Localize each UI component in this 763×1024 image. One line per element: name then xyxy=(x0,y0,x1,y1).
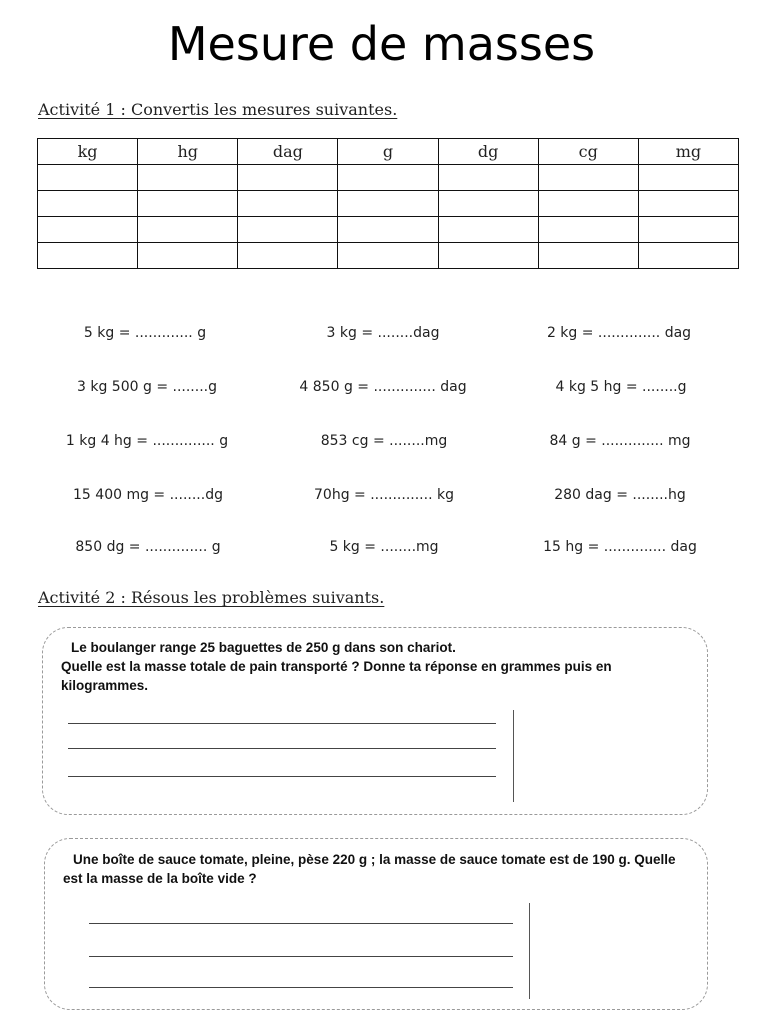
answer-line xyxy=(89,987,513,988)
exercise-13: 850 dg = .............. g xyxy=(75,539,221,555)
table-cell xyxy=(38,165,138,191)
answer-line xyxy=(68,748,496,749)
exercise-4: 3 kg 500 g = ........g xyxy=(77,379,217,395)
exercise-2: 3 kg = ........dag xyxy=(326,325,440,341)
problem-2-box xyxy=(44,838,708,1010)
table-cell xyxy=(238,191,338,217)
problem-2-line-1: Une boîte de sauce tomate, pleine, pèse 220 g ; la masse de sauce tomate est de 190 g. Quelle est la masse de la boîte vide ? xyxy=(63,852,676,886)
table-cell xyxy=(338,217,438,243)
exercise-3: 2 kg = .............. dag xyxy=(546,325,692,341)
problem-1-statement xyxy=(61,638,681,695)
column-header-g: g xyxy=(338,139,438,165)
table-cell xyxy=(238,217,338,243)
exercise-15: 15 hg = .............. dag xyxy=(543,539,697,555)
table-cell xyxy=(138,217,238,243)
table-row xyxy=(38,217,739,243)
table-cell xyxy=(338,243,438,269)
table-cell xyxy=(438,217,538,243)
units-conversion-table xyxy=(37,138,739,269)
activity-2-heading: Activité 2 : Résous les problèmes suivants. xyxy=(38,588,385,607)
exercise-12: 280 dag = ........hg xyxy=(554,487,686,503)
table-cell xyxy=(138,243,238,269)
answer-divider xyxy=(529,903,530,999)
exercise-7: 1 kg 4 hg = .............. g xyxy=(65,433,229,449)
answer-line xyxy=(89,956,513,957)
column-header-cg: cg xyxy=(538,139,638,165)
exercise-10: 15 400 mg = ........dg xyxy=(73,487,223,503)
answer-line xyxy=(89,923,513,924)
column-header-kg: kg xyxy=(38,139,138,165)
column-header-dg: dg xyxy=(438,139,538,165)
problem-1-line-2: Quelle est la masse totale de pain transporté ? Donne ta réponse en grammes puis en kilogrammes. xyxy=(61,659,612,693)
activity-1-heading: Activité 1 : Convertis les mesures suivantes. xyxy=(38,100,398,119)
exercise-9: 84 g = .............. mg xyxy=(549,433,691,449)
problem-1-line-1: Le boulanger range 25 baguettes de 250 g dans son chariot. xyxy=(71,640,456,655)
table-cell xyxy=(538,217,638,243)
table-cell xyxy=(138,191,238,217)
table-cell xyxy=(338,191,438,217)
column-header-dag: dag xyxy=(238,139,338,165)
table-cell xyxy=(38,191,138,217)
exercise-1: 5 kg = ............. g xyxy=(83,325,207,341)
table-cell xyxy=(638,191,738,217)
table-cell xyxy=(438,191,538,217)
page-title: Mesure de masses xyxy=(167,17,596,71)
exercise-6: 4 kg 5 hg = ........g xyxy=(555,379,687,395)
table-row xyxy=(38,165,739,191)
table-cell xyxy=(438,243,538,269)
table-cell xyxy=(238,165,338,191)
table-cell xyxy=(38,217,138,243)
table-cell xyxy=(638,217,738,243)
answer-line xyxy=(68,723,496,724)
table-cell xyxy=(638,243,738,269)
table-cell xyxy=(238,243,338,269)
exercise-14: 5 kg = ........mg xyxy=(329,539,439,555)
table-header-row xyxy=(38,139,739,165)
table-cell xyxy=(38,243,138,269)
table-cell xyxy=(538,191,638,217)
problem-1-box xyxy=(42,627,708,815)
table-cell xyxy=(538,243,638,269)
table-cell xyxy=(338,165,438,191)
units-table-body xyxy=(38,165,739,269)
table-row xyxy=(38,243,739,269)
answer-line xyxy=(68,776,496,777)
problem-2-statement xyxy=(63,850,693,888)
table-cell xyxy=(138,165,238,191)
answer-divider xyxy=(513,710,514,802)
table-cell xyxy=(538,165,638,191)
table-cell xyxy=(638,165,738,191)
column-header-hg: hg xyxy=(138,139,238,165)
exercise-11: 70hg = .............. kg xyxy=(314,487,454,503)
exercise-8: 853 cg = ........mg xyxy=(320,433,448,449)
exercise-5: 4 850 g = .............. dag xyxy=(299,379,467,395)
column-header-mg: mg xyxy=(638,139,738,165)
table-row xyxy=(38,191,739,217)
table-cell xyxy=(438,165,538,191)
